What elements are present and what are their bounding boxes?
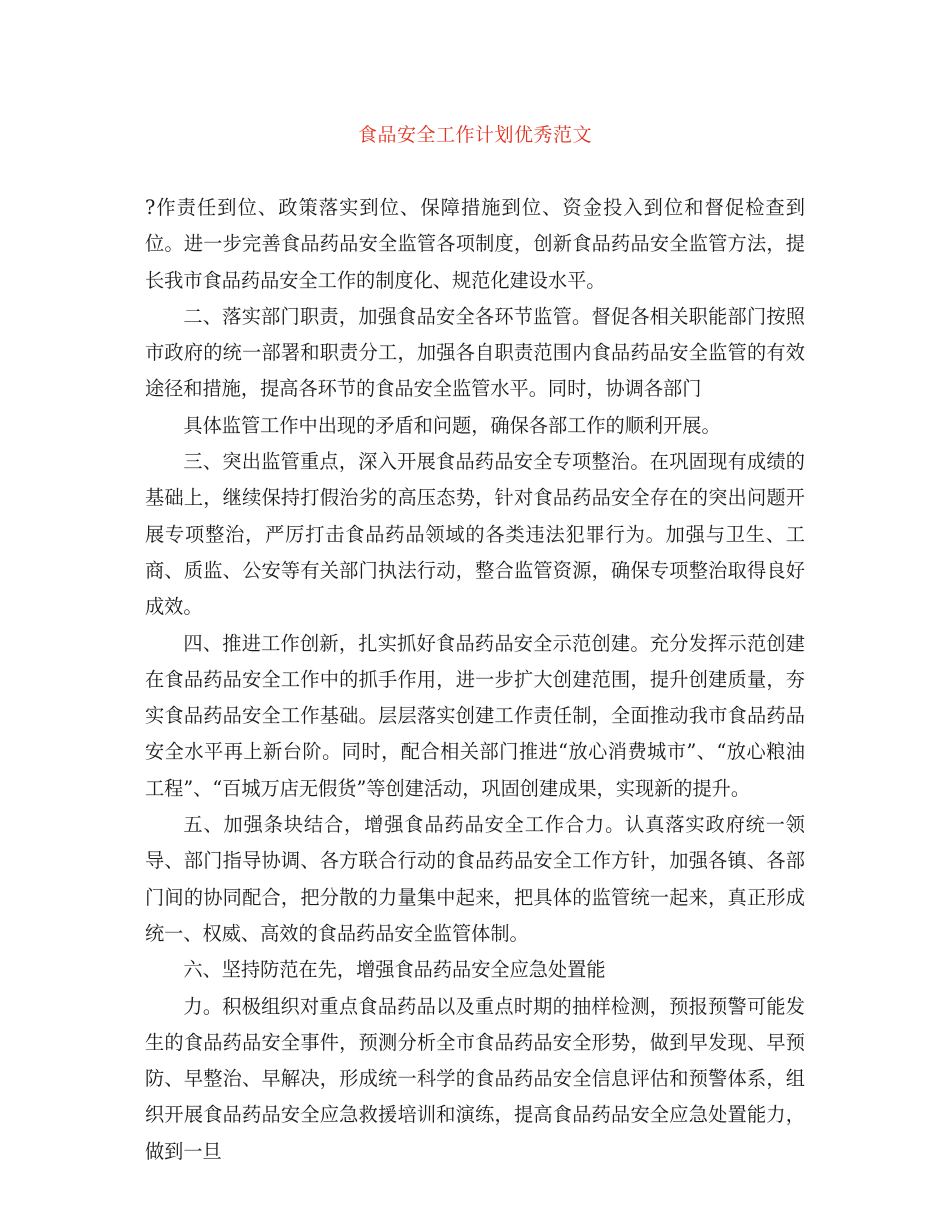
- paragraph: ?作责任到位、政策落实到位、保障措施到位、资金投入到位和督促检查到位。进一步完善食品药品安全监管各项制度，创新食品药品安全监管方法，提长我市食品药品安全工作的制度化、规范化建设水平。: [145, 196, 805, 292]
- paragraph: 力。积极组织对重点食品药品以及重点时期的抽样检测，预报预警可能发生的食品药品安全事件，预测分析全市食品药品安全形势，做到早发现、早预防、早整治、早解决，形成统一科学的食品药品安全信息评估和预警体系，组织开展食品药品安全应急救援培训和演练，提高食品药品安全应急处置能力，做到一旦: [145, 994, 805, 1163]
- paragraph: 五、加强条块结合，增强食品药品安全工作合力。认真落实政府统一领导、部门指导协调、各方联合行动的食品药品安全工作方针，加强各镇、各部门间的协同配合，把分散的力量集中起来，把具体的监管统一起来，真正形成统一、权威、高效的食品药品安全监管体制。: [145, 813, 805, 945]
- paragraph: 二、落实部门职责，加强食品安全各环节监管。督促各相关职能部门按照市政府的统一部署和职责分工，加强各自职责范围内食品药品安全监管的有效途径和措施，提高各环节的食品安全监管水平。同时，协调各部门: [145, 304, 805, 401]
- paragraph: 六、坚持防范在先，增强食品药品安全应急处置能: [183, 958, 606, 982]
- paragraph: 具体监管工作中出现的矛盾和问题，确保各部工作的顺利开展。: [183, 413, 721, 437]
- paragraph: 四、推进工作创新，扎实抓好食品药品安全示范创建。充分发挥示范创建在食品药品安全工作中的抓手作用，进一步扩大创建范围，提升创建质量，夯实食品药品安全工作基础。层层落实创建工作责任制，全面推动我市食品药品安全水平再上新台阶。同时，配合相关部门推进“放心消费城市”、“放心粮油工程”、“百城万店无假货”等创建活动，巩固创建成果，实现新的提升。: [145, 631, 805, 800]
- paragraph: 三、突出监管重点，深入开展食品药品安全专项整治。在巩固现有成绩的基础上，继续保持打假治劣的高压态势，针对食品药品安全存在的突出问题开展专项整治，严厉打击食品药品领域的各类违法犯罪行为。加强与卫生、工商、质监、公安等有关部门执法行动，整合监管资源，确保专项整治取得良好成效。: [145, 450, 805, 619]
- document-body: [145, 190, 805, 1170]
- document-title: 食品安全工作计划优秀范文: [357, 124, 592, 146]
